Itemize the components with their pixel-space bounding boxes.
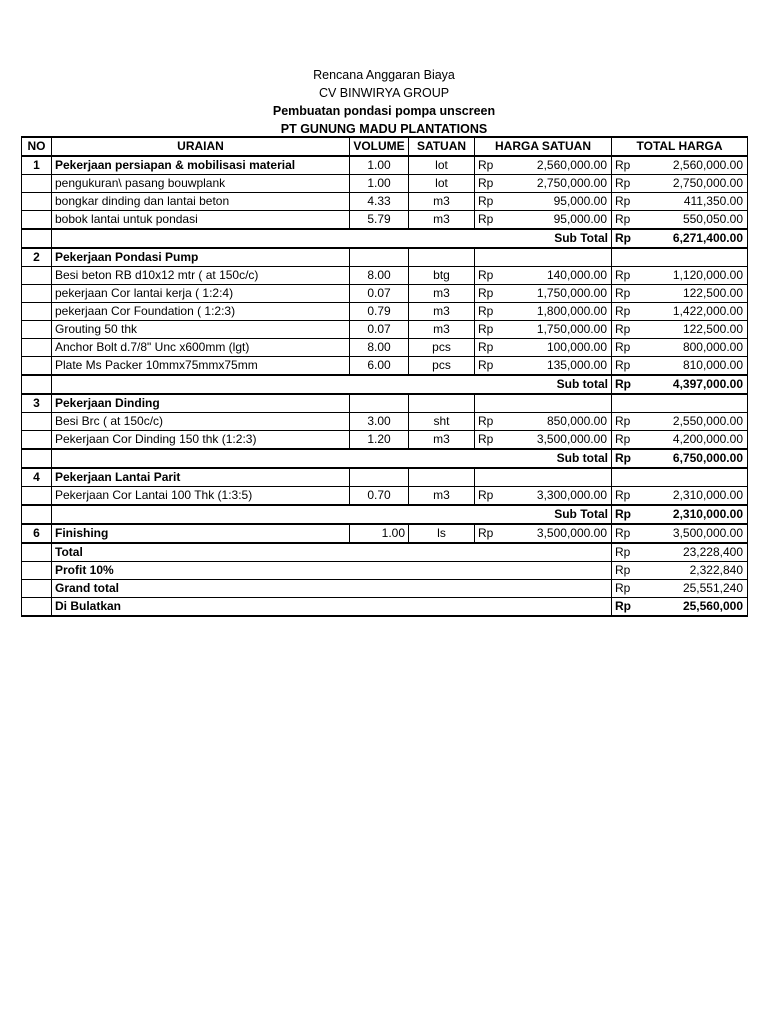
table-row: [22, 413, 748, 431]
summary-row: [22, 562, 748, 580]
currency-label: Rp: [612, 267, 642, 285]
section-no: 3: [22, 394, 52, 413]
section-row: [22, 248, 748, 267]
table-row: [22, 267, 748, 285]
cell-harga: 135,000.00: [503, 357, 612, 376]
summary-grand-total-label: Grand total: [52, 580, 612, 598]
finishing-row: [22, 524, 748, 543]
budget-table: [21, 136, 748, 617]
currency-label: Rp: [475, 487, 503, 506]
cell-total: 2,750,000.00: [642, 175, 748, 193]
cell-volume: 1.00: [350, 175, 409, 193]
currency-label: Rp: [475, 285, 503, 303]
col-uraian: URAIAN: [52, 137, 350, 156]
cell-total: 3,500,000.00: [642, 524, 748, 543]
cell-volume: 8.00: [350, 267, 409, 285]
cell-uraian: pengukuran\ pasang bouwplank: [52, 175, 350, 193]
currency-label: Rp: [612, 543, 642, 562]
section-no: 2: [22, 248, 52, 267]
cell-total: 550,050.00: [642, 211, 748, 230]
finishing-label: Finishing: [52, 524, 350, 543]
section-title: Pekerjaan Dinding: [52, 394, 350, 413]
subtotal-value: 6,750,000.00: [642, 449, 748, 468]
currency-label: Rp: [475, 175, 503, 193]
currency-label: Rp: [475, 193, 503, 211]
table-row: [22, 285, 748, 303]
cell-uraian: bongkar dinding dan lantai beton: [52, 193, 350, 211]
cell-harga: 95,000.00: [503, 193, 612, 211]
cell-volume: 8.00: [350, 339, 409, 357]
subtotal-value: 4,397,000.00: [642, 375, 748, 394]
currency-label: Rp: [612, 580, 642, 598]
table-row: [22, 431, 748, 450]
cell-uraian: Besi beton RB d10x12 mtr ( at 150c/c): [52, 267, 350, 285]
cell-harga: 95,000.00: [503, 211, 612, 230]
currency-label: Rp: [612, 413, 642, 431]
cell-satuan: m3: [409, 487, 475, 506]
cell-total: 2,550,000.00: [642, 413, 748, 431]
currency-label: Rp: [612, 487, 642, 506]
section-title: Pekerjaan Pondasi Pump: [52, 248, 350, 267]
cell-total: 800,000.00: [642, 339, 748, 357]
cell-satuan: m3: [409, 285, 475, 303]
cell-uraian: Anchor Bolt d.7/8" Unc x600mm (lgt): [52, 339, 350, 357]
section-row: [22, 156, 748, 175]
document-header: [0, 66, 768, 138]
summary-grand-total-value: 25,551,240: [642, 580, 748, 598]
cell-harga: 850,000.00: [503, 413, 612, 431]
col-volume: VOLUME: [350, 137, 409, 156]
currency-label: Rp: [612, 431, 642, 450]
cell-volume: 3.00: [350, 413, 409, 431]
cell-satuan: lot: [409, 156, 475, 175]
cell-uraian: Pekerjaan Cor Lantai 100 Thk (1:3:5): [52, 487, 350, 506]
cell-satuan: btg: [409, 267, 475, 285]
cell-volume: 5.79: [350, 211, 409, 230]
currency-label: Rp: [612, 229, 642, 248]
currency-label: Rp: [475, 267, 503, 285]
col-satuan: SATUAN: [409, 137, 475, 156]
subtotal-row: [22, 505, 748, 524]
cell-harga: 1,750,000.00: [503, 285, 612, 303]
table-header-row: [22, 137, 748, 156]
cell-harga: 2,750,000.00: [503, 175, 612, 193]
currency-label: Rp: [475, 321, 503, 339]
currency-label: Rp: [475, 339, 503, 357]
cell-total: 122,500.00: [642, 285, 748, 303]
subtotal-row: [22, 229, 748, 248]
summary-rounded-label: Di Bulatkan: [52, 598, 612, 617]
currency-label: Rp: [612, 562, 642, 580]
subtotal-label: Sub Total: [52, 229, 612, 248]
cell-total: 2,560,000.00: [642, 156, 748, 175]
currency-label: Rp: [612, 175, 642, 193]
cell-total: 411,350.00: [642, 193, 748, 211]
cell-volume: 6.00: [350, 357, 409, 376]
currency-label: Rp: [612, 156, 642, 175]
cell-uraian: pekerjaan Cor lantai kerja ( 1:2:4): [52, 285, 350, 303]
summary-profit-value: 2,322,840: [642, 562, 748, 580]
summary-profit-label: Profit 10%: [52, 562, 612, 580]
table-row: [22, 357, 748, 376]
cell-volume: 0.70: [350, 487, 409, 506]
currency-label: Rp: [612, 505, 642, 524]
subtotal-label: Sub total: [52, 375, 612, 394]
table-body: [22, 156, 748, 616]
currency-label: Rp: [612, 339, 642, 357]
summary-row: [22, 598, 748, 617]
header-company: CV BINWIRYA GROUP: [318, 86, 450, 100]
finishing-no: 6: [22, 524, 52, 543]
currency-label: Rp: [612, 321, 642, 339]
summary-row: [22, 543, 748, 562]
cell-uraian: Plate Ms Packer 10mmx75mmx75mm: [52, 357, 350, 376]
cell-satuan: m3: [409, 193, 475, 211]
cell-total: 122,500.00: [642, 321, 748, 339]
summary-total-value: 23,228,400: [642, 543, 748, 562]
table-row: [22, 211, 748, 230]
currency-label: Rp: [612, 303, 642, 321]
subtotal-value: 6,271,400.00: [642, 229, 748, 248]
col-total: TOTAL HARGA: [612, 137, 748, 156]
header-project: Pembuatan pondasi pompa unscreen: [272, 104, 496, 118]
currency-label: Rp: [612, 211, 642, 230]
cell-volume: 1.00: [350, 156, 409, 175]
currency-label: Rp: [475, 357, 503, 376]
currency-label: Rp: [612, 285, 642, 303]
subtotal-label: Sub total: [52, 449, 612, 468]
cell-volume: 0.07: [350, 285, 409, 303]
table-row: [22, 193, 748, 211]
cell-uraian: Besi Brc ( at 150c/c): [52, 413, 350, 431]
col-no: NO: [22, 137, 52, 156]
cell-harga: 3,500,000.00: [503, 524, 612, 543]
section-row: [22, 468, 748, 487]
table-row: [22, 175, 748, 193]
cell-satuan: pcs: [409, 357, 475, 376]
section-row: [22, 394, 748, 413]
section-no: 1: [22, 156, 52, 175]
currency-label: Rp: [475, 524, 503, 543]
cell-total: 2,310,000.00: [642, 487, 748, 506]
currency-label: Rp: [612, 193, 642, 211]
cell-uraian: bobok lantai untuk pondasi: [52, 211, 350, 230]
table-row: [22, 321, 748, 339]
currency-label: Rp: [475, 303, 503, 321]
currency-label: Rp: [612, 449, 642, 468]
currency-label: Rp: [612, 598, 642, 617]
cell-volume: 0.79: [350, 303, 409, 321]
header-client: PT GUNUNG MADU PLANTATIONS: [280, 122, 488, 136]
cell-satuan: lot: [409, 175, 475, 193]
subtotal-value: 2,310,000.00: [642, 505, 748, 524]
section-no: 4: [22, 468, 52, 487]
cell-satuan: sht: [409, 413, 475, 431]
currency-label: Rp: [612, 357, 642, 376]
table-row: [22, 339, 748, 357]
currency-label: Rp: [475, 413, 503, 431]
cell-harga: 3,500,000.00: [503, 431, 612, 450]
cell-harga: 3,300,000.00: [503, 487, 612, 506]
cell-total: 1,422,000.00: [642, 303, 748, 321]
cell-satuan: m3: [409, 303, 475, 321]
subtotal-row: [22, 449, 748, 468]
cell-harga: 1,800,000.00: [503, 303, 612, 321]
subtotal-row: [22, 375, 748, 394]
summary-row: [22, 580, 748, 598]
section-title: Pekerjaan persiapan & mobilisasi material: [52, 156, 350, 175]
cell-harga: 140,000.00: [503, 267, 612, 285]
cell-uraian: pekerjaan Cor Foundation ( 1:2:3): [52, 303, 350, 321]
section-title: Pekerjaan Lantai Parit: [52, 468, 350, 487]
currency-label: Rp: [475, 211, 503, 230]
subtotal-label: Sub Total: [52, 505, 612, 524]
cell-total: 4,200,000.00: [642, 431, 748, 450]
cell-total: 1,120,000.00: [642, 267, 748, 285]
currency-label: Rp: [612, 375, 642, 394]
cell-satuan: m3: [409, 321, 475, 339]
cell-satuan: ls: [409, 524, 475, 543]
cell-uraian: Grouting 50 thk: [52, 321, 350, 339]
table-row: [22, 303, 748, 321]
cell-uraian: Pekerjaan Cor Dinding 150 thk (1:2:3): [52, 431, 350, 450]
cell-volume: 4.33: [350, 193, 409, 211]
cell-volume: 0.07: [350, 321, 409, 339]
currency-label: Rp: [612, 524, 642, 543]
summary-total-label: Total: [52, 543, 612, 562]
cell-volume: 1.20: [350, 431, 409, 450]
summary-rounded-value: 25,560,000: [642, 598, 748, 617]
cell-harga: 1,750,000.00: [503, 321, 612, 339]
header-title: Rencana Anggaran Biaya: [313, 68, 455, 82]
cell-harga: 2,560,000.00: [503, 156, 612, 175]
currency-label: Rp: [475, 156, 503, 175]
cell-total: 810,000.00: [642, 357, 748, 376]
cell-volume: 1.00: [350, 524, 409, 543]
cell-satuan: m3: [409, 211, 475, 230]
col-harga: HARGA SATUAN: [475, 137, 612, 156]
currency-label: Rp: [475, 431, 503, 450]
cell-satuan: m3: [409, 431, 475, 450]
cell-satuan: pcs: [409, 339, 475, 357]
table-row: [22, 487, 748, 506]
cell-harga: 100,000.00: [503, 339, 612, 357]
